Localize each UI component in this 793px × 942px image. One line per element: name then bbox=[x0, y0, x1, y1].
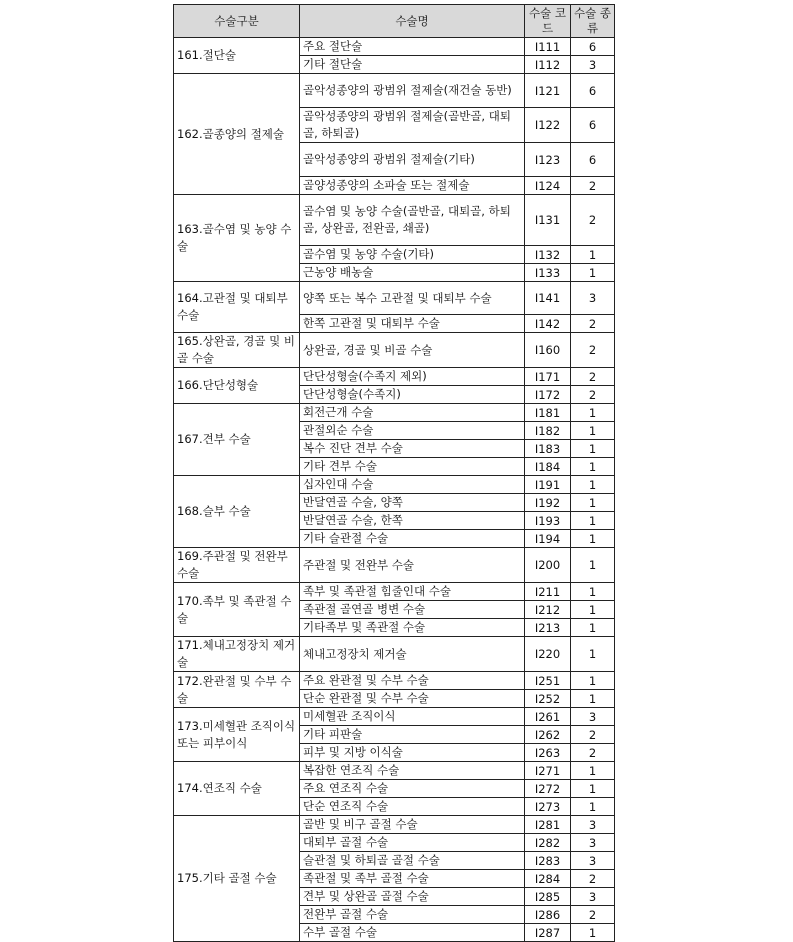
category-cell: 165.상완골, 경골 및 비골 수술 bbox=[174, 333, 300, 368]
code-cell: I211 bbox=[525, 583, 571, 601]
count-cell: 3 bbox=[571, 852, 615, 870]
table-row bbox=[174, 708, 615, 726]
name-cell: 기타 피판술 bbox=[300, 726, 525, 744]
name-cell: 주요 절단술 bbox=[300, 38, 525, 56]
count-cell: 2 bbox=[571, 333, 615, 368]
code-cell: I160 bbox=[525, 333, 571, 368]
name-cell: 주요 연조직 수술 bbox=[300, 780, 525, 798]
code-cell: I200 bbox=[525, 548, 571, 583]
count-cell: 1 bbox=[571, 494, 615, 512]
category-cell: 171.체내고정장치 제거술 bbox=[174, 637, 300, 672]
name-cell: 기타 견부 수술 bbox=[300, 458, 525, 476]
code-cell: I212 bbox=[525, 601, 571, 619]
name-cell: 골양성종양의 소파술 또는 절제술 bbox=[300, 177, 525, 195]
table-row bbox=[174, 368, 615, 386]
code-cell: I131 bbox=[525, 195, 571, 246]
name-cell: 반달연골 수술, 양쪽 bbox=[300, 494, 525, 512]
surgery-table bbox=[173, 4, 615, 942]
name-cell: 단순 연조직 수술 bbox=[300, 798, 525, 816]
count-cell: 1 bbox=[571, 798, 615, 816]
code-cell: I133 bbox=[525, 264, 571, 282]
count-cell: 2 bbox=[571, 726, 615, 744]
code-cell: I193 bbox=[525, 512, 571, 530]
code-cell: I282 bbox=[525, 834, 571, 852]
code-cell: I283 bbox=[525, 852, 571, 870]
category-cell: 169.주관절 및 전완부 수술 bbox=[174, 548, 300, 583]
name-cell: 전완부 골절 수술 bbox=[300, 906, 525, 924]
name-cell: 족부 및 족관절 힘줄인대 수술 bbox=[300, 583, 525, 601]
code-cell: I220 bbox=[525, 637, 571, 672]
name-cell: 기타 절단술 bbox=[300, 56, 525, 74]
table-row bbox=[174, 672, 615, 690]
count-cell: 3 bbox=[571, 888, 615, 906]
count-cell: 1 bbox=[571, 619, 615, 637]
count-cell: 1 bbox=[571, 762, 615, 780]
code-cell: I272 bbox=[525, 780, 571, 798]
count-cell: 1 bbox=[571, 476, 615, 494]
table-header-row bbox=[174, 5, 615, 38]
name-cell: 체내고정장치 제거술 bbox=[300, 637, 525, 672]
code-cell: I123 bbox=[525, 143, 571, 177]
code-cell: I252 bbox=[525, 690, 571, 708]
count-cell: 2 bbox=[571, 368, 615, 386]
name-cell: 한쪽 고관절 및 대퇴부 수술 bbox=[300, 315, 525, 333]
name-cell: 회전근개 수술 bbox=[300, 404, 525, 422]
category-cell: 163.골수염 및 농양 수술 bbox=[174, 195, 300, 282]
count-cell: 2 bbox=[571, 386, 615, 404]
count-cell: 1 bbox=[571, 264, 615, 282]
code-cell: I183 bbox=[525, 440, 571, 458]
count-cell: 6 bbox=[571, 74, 615, 108]
table-row bbox=[174, 195, 615, 246]
category-cell: 166.단단성형술 bbox=[174, 368, 300, 404]
code-cell: I285 bbox=[525, 888, 571, 906]
name-cell: 대퇴부 골절 수술 bbox=[300, 834, 525, 852]
code-cell: I172 bbox=[525, 386, 571, 404]
code-cell: I182 bbox=[525, 422, 571, 440]
count-cell: 3 bbox=[571, 56, 615, 74]
table-row bbox=[174, 762, 615, 780]
count-cell: 1 bbox=[571, 690, 615, 708]
count-cell: 1 bbox=[571, 637, 615, 672]
header-category: 수술구분 bbox=[174, 5, 300, 38]
name-cell: 피부 및 지방 이식술 bbox=[300, 744, 525, 762]
code-cell: I111 bbox=[525, 38, 571, 56]
category-cell: 162.골종양의 절제술 bbox=[174, 74, 300, 195]
count-cell: 2 bbox=[571, 906, 615, 924]
count-cell: 1 bbox=[571, 780, 615, 798]
code-cell: I262 bbox=[525, 726, 571, 744]
name-cell: 골수염 및 농양 수술(골반골, 대퇴골, 하퇴골, 상완골, 전완골, 쇄골) bbox=[300, 195, 525, 246]
count-cell: 2 bbox=[571, 315, 615, 333]
table-row bbox=[174, 548, 615, 583]
code-cell: I171 bbox=[525, 368, 571, 386]
code-cell: I181 bbox=[525, 404, 571, 422]
name-cell: 기타족부 및 족관절 수술 bbox=[300, 619, 525, 637]
name-cell: 슬관절 및 하퇴골 골절 수술 bbox=[300, 852, 525, 870]
category-cell: 167.견부 수술 bbox=[174, 404, 300, 476]
name-cell: 반달연골 수술, 한쪽 bbox=[300, 512, 525, 530]
code-cell: I142 bbox=[525, 315, 571, 333]
code-cell: I287 bbox=[525, 924, 571, 942]
code-cell: I124 bbox=[525, 177, 571, 195]
count-cell: 2 bbox=[571, 195, 615, 246]
count-cell: 1 bbox=[571, 672, 615, 690]
name-cell: 근농양 배농술 bbox=[300, 264, 525, 282]
name-cell: 상완골, 경골 및 비골 수술 bbox=[300, 333, 525, 368]
name-cell: 주요 완관절 및 수부 수술 bbox=[300, 672, 525, 690]
name-cell: 복수 진단 견부 수술 bbox=[300, 440, 525, 458]
count-cell: 1 bbox=[571, 530, 615, 548]
code-cell: I191 bbox=[525, 476, 571, 494]
code-cell: I112 bbox=[525, 56, 571, 74]
name-cell: 골수염 및 농양 수술(기타) bbox=[300, 246, 525, 264]
code-cell: I194 bbox=[525, 530, 571, 548]
name-cell: 관절외순 수술 bbox=[300, 422, 525, 440]
name-cell: 복잡한 연조직 수술 bbox=[300, 762, 525, 780]
code-cell: I184 bbox=[525, 458, 571, 476]
name-cell: 골악성종양의 광범위 절제술(골반골, 대퇴골, 하퇴골) bbox=[300, 108, 525, 143]
table-row bbox=[174, 282, 615, 315]
code-cell: I132 bbox=[525, 246, 571, 264]
table-row bbox=[174, 476, 615, 494]
count-cell: 1 bbox=[571, 601, 615, 619]
code-cell: I281 bbox=[525, 816, 571, 834]
category-cell: 174.연조직 수술 bbox=[174, 762, 300, 816]
count-cell: 1 bbox=[571, 583, 615, 601]
category-cell: 173.미세혈관 조직이식 또는 피부이식 bbox=[174, 708, 300, 762]
category-cell: 170.족부 및 족관절 수술 bbox=[174, 583, 300, 637]
name-cell: 수부 골절 수술 bbox=[300, 924, 525, 942]
code-cell: I273 bbox=[525, 798, 571, 816]
category-cell: 164.고관절 및 대퇴부 수술 bbox=[174, 282, 300, 333]
table-row bbox=[174, 816, 615, 834]
code-cell: I122 bbox=[525, 108, 571, 143]
table-row bbox=[174, 637, 615, 672]
code-cell: I284 bbox=[525, 870, 571, 888]
code-cell: I271 bbox=[525, 762, 571, 780]
category-cell: 172.완관절 및 수부 수술 bbox=[174, 672, 300, 708]
count-cell: 3 bbox=[571, 282, 615, 315]
table-row bbox=[174, 404, 615, 422]
count-cell: 1 bbox=[571, 458, 615, 476]
code-cell: I251 bbox=[525, 672, 571, 690]
count-cell: 2 bbox=[571, 744, 615, 762]
count-cell: 1 bbox=[571, 924, 615, 942]
count-cell: 6 bbox=[571, 143, 615, 177]
header-name: 수술명 bbox=[300, 5, 525, 38]
table-body bbox=[174, 38, 615, 942]
code-cell: I141 bbox=[525, 282, 571, 315]
name-cell: 미세혈관 조직이식 bbox=[300, 708, 525, 726]
code-cell: I192 bbox=[525, 494, 571, 512]
count-cell: 1 bbox=[571, 548, 615, 583]
code-cell: I261 bbox=[525, 708, 571, 726]
name-cell: 양쪽 또는 복수 고관절 및 대퇴부 수술 bbox=[300, 282, 525, 315]
category-cell: 161.절단술 bbox=[174, 38, 300, 74]
code-cell: I213 bbox=[525, 619, 571, 637]
count-cell: 1 bbox=[571, 404, 615, 422]
table-row bbox=[174, 333, 615, 368]
code-cell: I263 bbox=[525, 744, 571, 762]
table-row bbox=[174, 38, 615, 56]
code-cell: I121 bbox=[525, 74, 571, 108]
name-cell: 견부 및 상완골 골절 수술 bbox=[300, 888, 525, 906]
count-cell: 3 bbox=[571, 708, 615, 726]
name-cell: 주관절 및 전완부 수술 bbox=[300, 548, 525, 583]
header-code: 수술 코드 bbox=[525, 5, 571, 38]
category-cell: 168.슬부 수술 bbox=[174, 476, 300, 548]
count-cell: 6 bbox=[571, 108, 615, 143]
name-cell: 골반 및 비구 골절 수술 bbox=[300, 816, 525, 834]
name-cell: 단순 완관절 및 수부 수술 bbox=[300, 690, 525, 708]
name-cell: 골악성종양의 광범위 절제술(재건술 동반) bbox=[300, 74, 525, 108]
count-cell: 1 bbox=[571, 246, 615, 264]
name-cell: 골악성종양의 광범위 절제술(기타) bbox=[300, 143, 525, 177]
count-cell: 1 bbox=[571, 512, 615, 530]
category-cell: 175.기타 골절 수술 bbox=[174, 816, 300, 942]
table-row bbox=[174, 583, 615, 601]
count-cell: 6 bbox=[571, 38, 615, 56]
name-cell: 단단성형술(수족지) bbox=[300, 386, 525, 404]
name-cell: 기타 슬관절 수술 bbox=[300, 530, 525, 548]
code-cell: I286 bbox=[525, 906, 571, 924]
count-cell: 2 bbox=[571, 870, 615, 888]
count-cell: 1 bbox=[571, 422, 615, 440]
count-cell: 3 bbox=[571, 834, 615, 852]
name-cell: 십자인대 수술 bbox=[300, 476, 525, 494]
count-cell: 2 bbox=[571, 177, 615, 195]
header-count: 수술 종류 bbox=[571, 5, 615, 38]
name-cell: 족관절 골연골 병변 수술 bbox=[300, 601, 525, 619]
count-cell: 1 bbox=[571, 440, 615, 458]
table-row bbox=[174, 74, 615, 108]
name-cell: 족관절 및 족부 골절 수술 bbox=[300, 870, 525, 888]
name-cell: 단단성형술(수족지 제외) bbox=[300, 368, 525, 386]
count-cell: 3 bbox=[571, 816, 615, 834]
